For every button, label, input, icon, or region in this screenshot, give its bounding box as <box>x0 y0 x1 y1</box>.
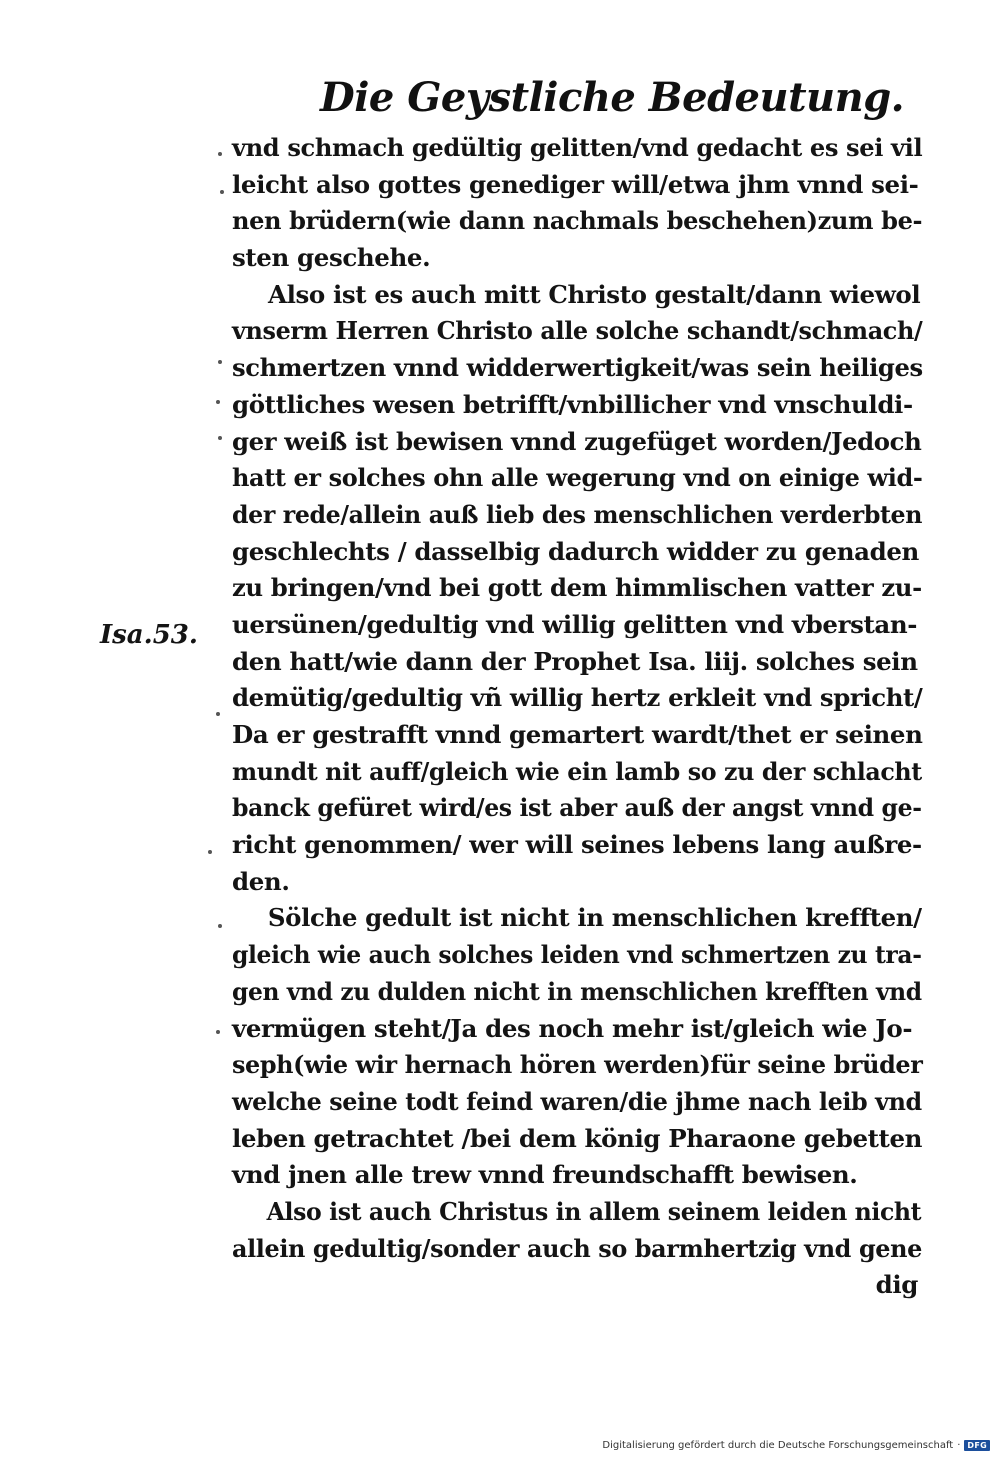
text-line: banck gefüret wird/es ist aber auß der angst vnnd ge- <box>232 793 922 823</box>
digitization-credit <box>602 1437 990 1453</box>
text-line: gleich wie auch solches leiden vnd schmertzen zu tra- <box>232 940 922 970</box>
text-line: geschlechts / dasselbig dadurch widder zu genaden <box>232 536 919 566</box>
text-line: der rede/allein auß lieb des menschlichen verderbten <box>232 499 923 529</box>
scan-speck <box>216 400 220 404</box>
text-line: gen vnd zu dulden nicht in menschlichen krefften vnd <box>232 976 922 1006</box>
scan-speck <box>220 190 224 194</box>
text-line: allein gedultig/sonder auch so barmhertzig vnd gene <box>232 1233 922 1263</box>
scan-speck <box>218 360 222 364</box>
text-line: uersünen/gedultig vnd willig gelitten vnd vberstan- <box>232 609 918 639</box>
text-line: vnserm Herren Christo alle solche schandt/schmach/ <box>232 316 923 346</box>
text-line: seph(wie wir hernach hören werden)für seine brüder <box>232 1050 923 1080</box>
text-line: schmertzen vnnd widderwertigkeit/was sein heiliges <box>232 353 923 383</box>
scan-speck <box>218 436 222 440</box>
scan-speck <box>208 850 212 854</box>
scan-speck <box>218 152 222 156</box>
text-line: Also ist auch Christus in allem seinem leiden nicht <box>266 1196 922 1226</box>
body-text <box>232 130 932 1304</box>
dfg-logo: DFG <box>964 1440 990 1451</box>
text-line: sten geschehe. <box>232 243 431 273</box>
scan-speck <box>218 924 222 928</box>
text-line: demütig/gedultig vñ willig hertz erkleit vnd spricht/ <box>232 683 923 713</box>
text-line: Sölche gedult ist nicht in menschlichen krefften/ <box>267 903 922 933</box>
scan-speck <box>216 712 220 716</box>
credit-text: Digitalisierung gefördert durch die Deutsche Forschungsgemeinschaft <box>602 1439 954 1451</box>
text-line: ger weiß ist bewisen vnnd zugefüget worden/Jedoch <box>232 426 922 456</box>
text-line: hatt er solches ohn alle wegerung vnd on einige wid- <box>232 463 923 493</box>
text-line: nen brüdern(wie dann nachmals beschehen)zum be- <box>232 206 923 236</box>
text-line: mundt nit auff/gleich wie ein lamb so zu der schlacht <box>232 756 922 786</box>
text-line: welche seine todt feind waren/die jhme nach leib vnd <box>232 1086 922 1116</box>
scan-speck <box>216 1030 220 1034</box>
text-line: Da er gestrafft vnnd gemartert wardt/thet er seinen <box>232 720 923 749</box>
text-line: den. <box>232 866 290 896</box>
catchword: dig <box>875 1270 918 1300</box>
text-line: leicht also gottes genediger will/etwa jhm vnnd sei- <box>232 169 919 199</box>
text-line: vnd schmach gedültig gelitten/vnd gedacht es sei vil <box>232 133 923 162</box>
text-line: leben getrachtet /bei dem könig Pharaone gebetten <box>232 1123 923 1153</box>
margin-note: Isa.53. <box>100 620 198 650</box>
text-line: vnd jnen alle trew vnnd freundschafft bewisen. <box>232 1160 858 1190</box>
text-line: den hatt/wie dann der Prophet Isa. liij. solches sein <box>232 646 918 676</box>
credit-separator: · <box>957 1439 961 1451</box>
text-line: vermügen steht/Ja des noch mehr ist/gleich wie Jo- <box>232 1013 913 1043</box>
text-line: zu bringen/vnd bei gott dem himmlischen vatter zu- <box>232 573 922 603</box>
text-line: Also ist es auch mitt Christo gestalt/dann wiewol <box>268 279 921 309</box>
text-line: richt genommen/ wer will seines lebens lang außre- <box>232 830 922 860</box>
text-line: göttliches wesen betrifft/vnbillicher vnd vnschuldi- <box>232 389 913 419</box>
running-header: Die Geystliche Bedeutung. <box>320 74 905 121</box>
